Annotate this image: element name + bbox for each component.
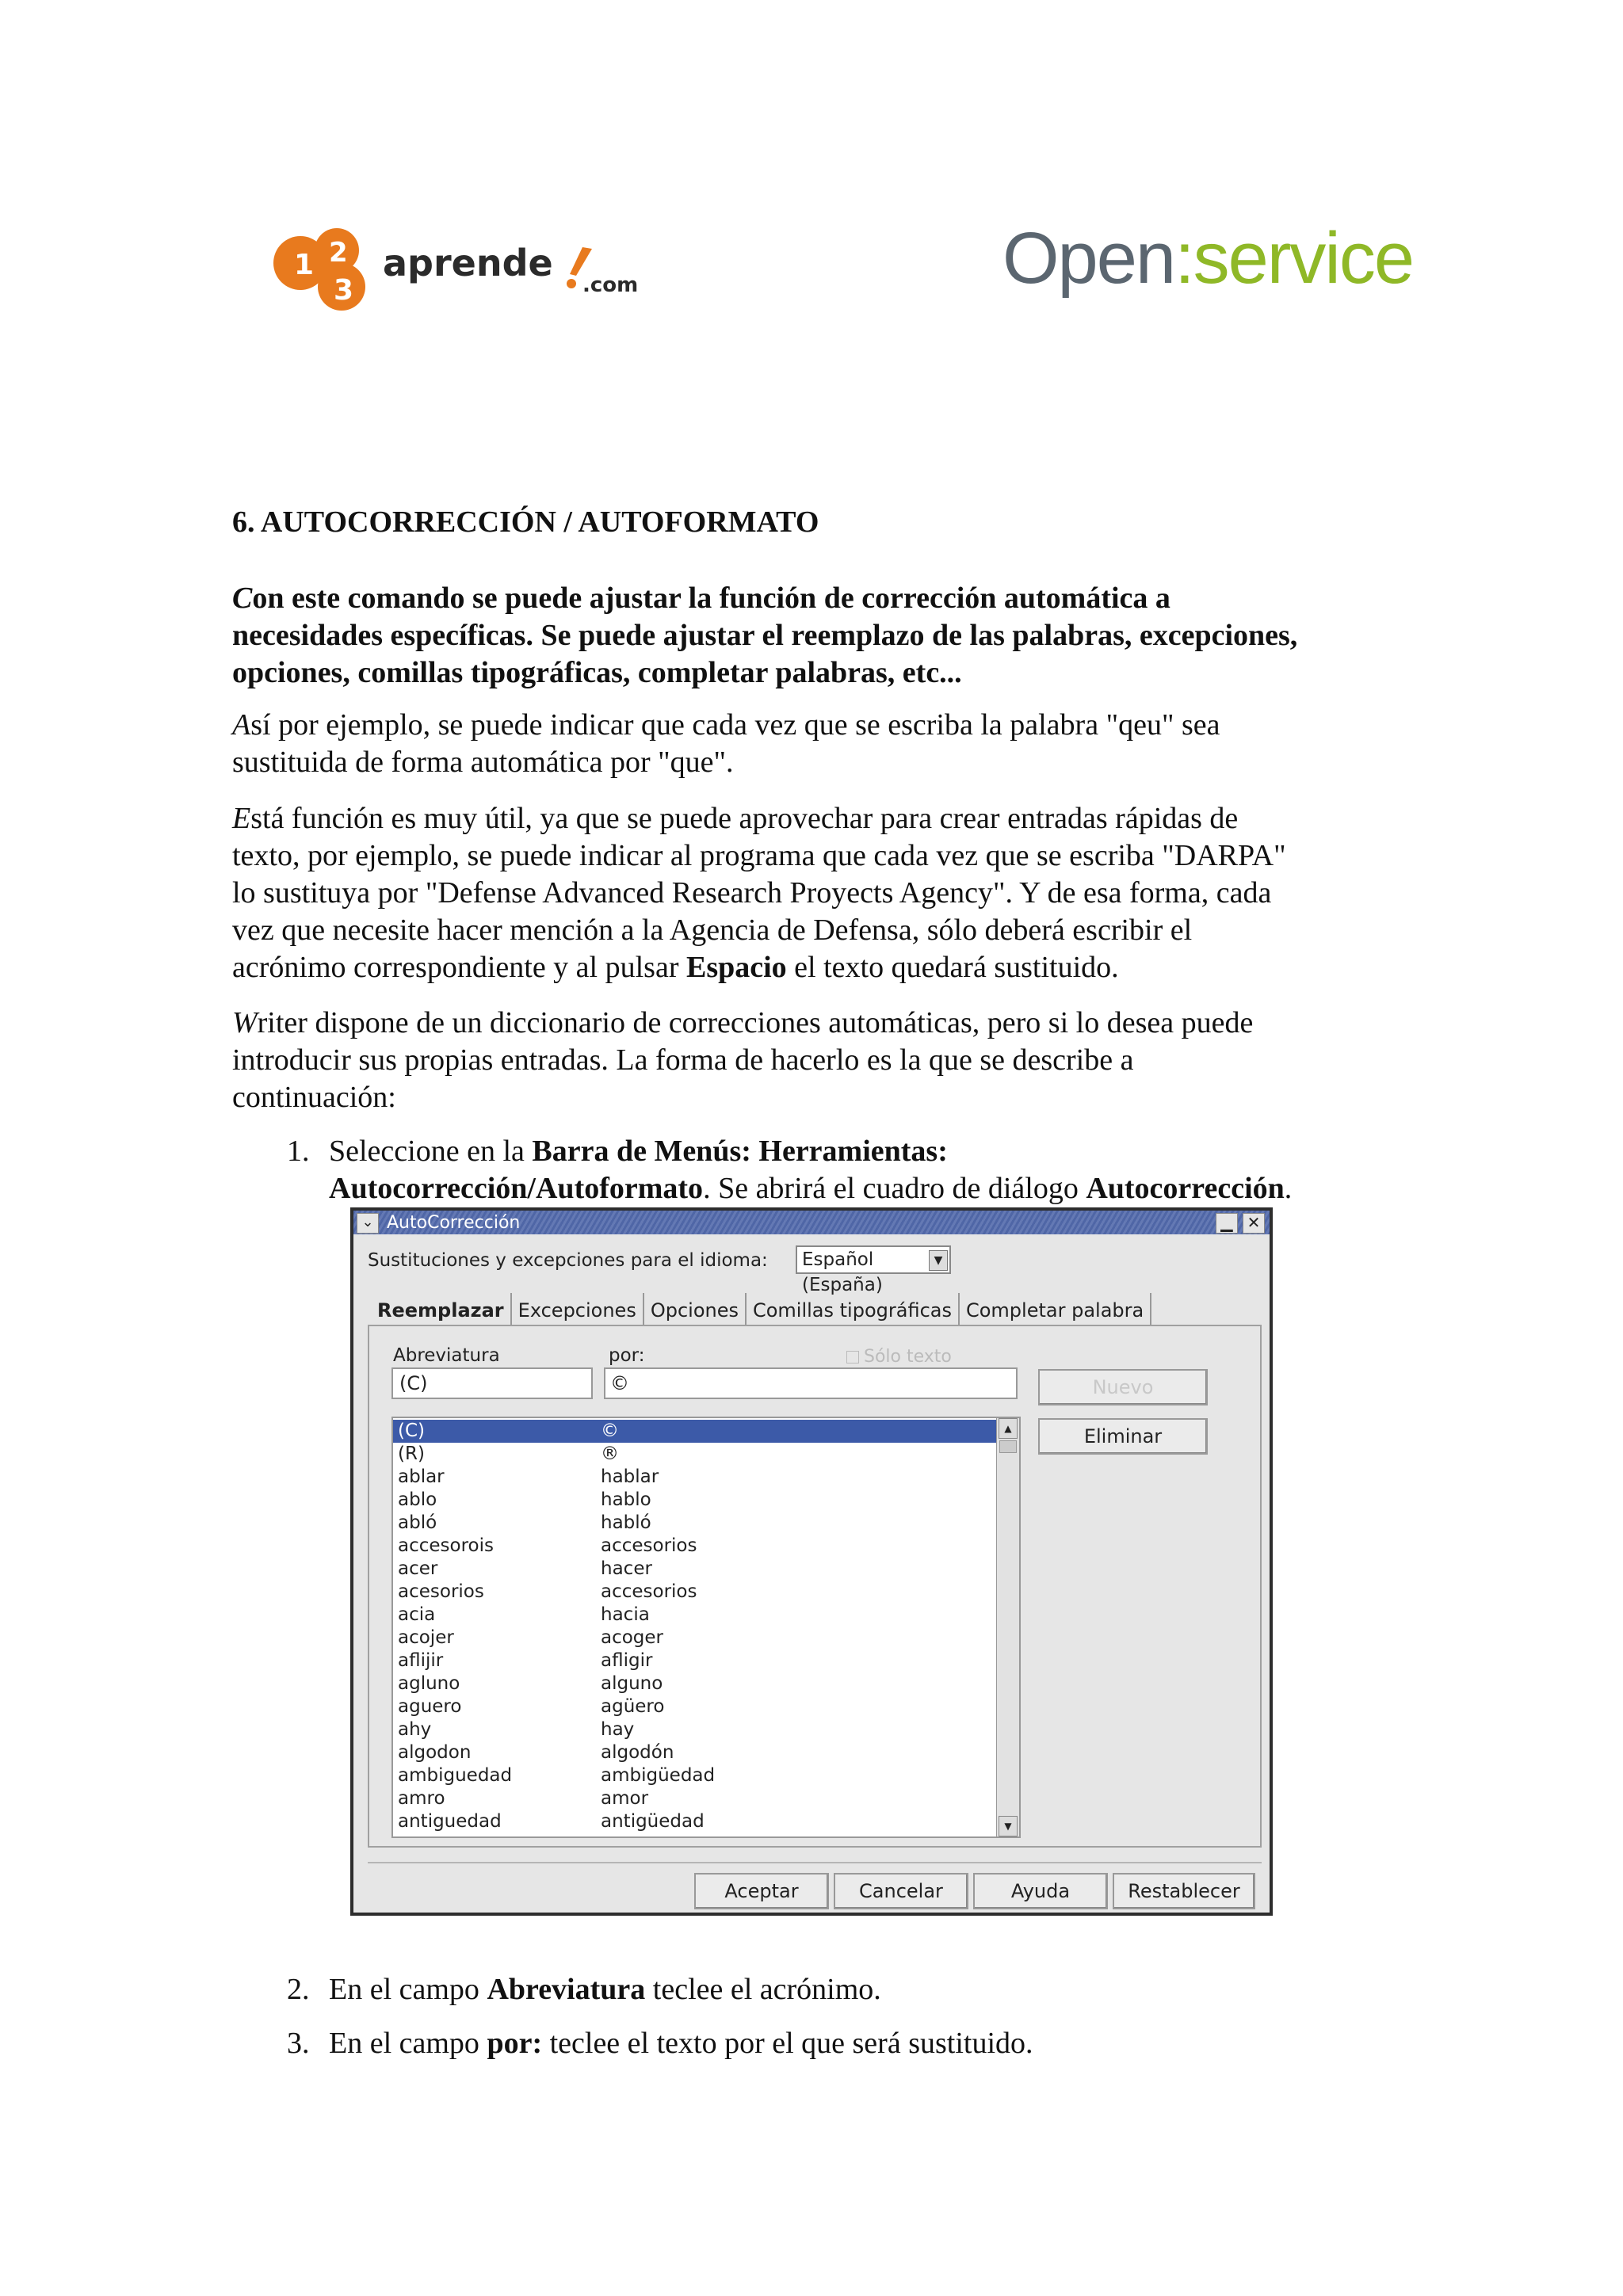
abbreviation-cell: accesorois	[398, 1535, 494, 1556]
abbreviation-cell: antiguedad	[398, 1811, 502, 1832]
openservice-logo-part1: Open	[1002, 218, 1175, 299]
replacement-cell: antigüedad	[601, 1811, 705, 1832]
menu-item: Autocorrección/Autoformato	[329, 1172, 704, 1205]
text-only-checkbox[interactable]	[846, 1347, 952, 1367]
replacement-cell: accesorios	[601, 1581, 697, 1602]
intro-paragraph	[232, 580, 1397, 692]
drop-letter: E	[232, 802, 251, 835]
step-text-part: En el campo	[329, 2027, 487, 2060]
intro-line	[232, 580, 1397, 617]
tab-comillas[interactable]: Comillas tipográficas	[747, 1293, 960, 1325]
field-name: por:	[487, 2027, 543, 2060]
list-item[interactable]	[393, 1810, 999, 1833]
reset-button[interactable]: Restablecer	[1113, 1873, 1255, 1909]
new-button[interactable]: Nuevo	[1038, 1369, 1208, 1405]
replacement-cell: hacer	[601, 1558, 652, 1579]
section-heading: 6. AUTOCORRECCIÓN / AUTOFORMATO	[232, 505, 819, 539]
paragraph-example-qeu	[232, 707, 1397, 781]
step-text-part: teclee el acrónimo.	[645, 1973, 881, 2006]
checkbox-box	[846, 1351, 859, 1363]
abbreviation-cell: (R)	[398, 1444, 425, 1464]
step-text-part: .	[1284, 1172, 1293, 1205]
abbreviation-cell: agluno	[398, 1673, 460, 1694]
replacement-cell: habló	[601, 1512, 651, 1533]
aprende-logo	[272, 227, 684, 314]
paragraph-line: continuación:	[232, 1081, 396, 1114]
replacement-cell: hablar	[601, 1466, 659, 1487]
abbreviation-label: Abreviatura	[393, 1345, 500, 1366]
aprende-digit-3: 3	[334, 274, 354, 307]
step-number: 1.	[287, 1135, 310, 1168]
abbreviation-cell: ambiguedad	[398, 1765, 513, 1786]
abbreviation-cell: acia	[398, 1604, 436, 1625]
abbreviation-cell: acer	[398, 1558, 438, 1579]
replacement-input[interactable]: ©	[604, 1367, 1018, 1399]
aprende-suffix: .com	[582, 273, 639, 297]
paragraph-line: vez que necesite hacer mención a la Agencia de Defensa, sólo deberá escribir el	[232, 913, 1193, 947]
footer-divider	[368, 1862, 1262, 1863]
list-item[interactable]	[393, 1512, 999, 1535]
abbreviation-cell: ablar	[398, 1466, 445, 1487]
step-text-part: . Se abrirá el cuadro de diálogo	[703, 1172, 1086, 1205]
menu-path: Barra de Menús: Herramientas:	[532, 1135, 948, 1168]
abbreviation-cell: (C)	[398, 1421, 426, 1441]
replacement-list[interactable]	[391, 1417, 1021, 1838]
list-item[interactable]	[393, 1627, 999, 1650]
step-text-part: teclee el texto por el que será sustituido.	[542, 2027, 1033, 2060]
replacement-cell: ®	[601, 1444, 619, 1464]
step-text-part: Seleccione en la	[329, 1135, 533, 1168]
paragraph-text: acrónimo correspondiente y al pulsar	[232, 951, 686, 984]
paragraph-text: sí por ejemplo, se puede indicar que cada vez que se escriba la palabra "qeu" sea	[250, 708, 1220, 742]
list-item[interactable]	[393, 1535, 999, 1558]
paragraph-text: el texto quedará sustituido.	[786, 951, 1119, 984]
replacement-cell: ambigüedad	[601, 1765, 716, 1786]
replacement-cell: amor	[601, 1788, 649, 1809]
language-label: Sustituciones y excepciones para el idioma:	[368, 1250, 768, 1271]
window-menu-icon[interactable]: ⌄	[357, 1213, 379, 1234]
replacement-cell: alguno	[601, 1673, 663, 1694]
tab-completar[interactable]: Completar palabra	[960, 1293, 1151, 1325]
dialog-title: AutoCorrección	[387, 1213, 521, 1233]
cancel-button[interactable]: Cancelar	[834, 1873, 968, 1909]
abbreviation-cell: abló	[398, 1512, 437, 1533]
step-text	[329, 1133, 1407, 1207]
abbreviation-cell: aflijir	[398, 1650, 444, 1671]
replacement-cell: accesorios	[601, 1535, 697, 1556]
delete-button[interactable]: Eliminar	[1038, 1418, 1208, 1455]
autocorrect-dialog	[350, 1207, 1273, 1916]
list-item[interactable]	[393, 1604, 999, 1627]
abbreviation-cell: acojer	[398, 1627, 454, 1648]
list-item[interactable]	[393, 1718, 999, 1741]
espacio-key: Espacio	[685, 951, 787, 984]
ok-button[interactable]: Aceptar	[694, 1873, 829, 1909]
openservice-logo-colon: :	[1174, 218, 1193, 299]
abbreviation-cell: algodon	[398, 1742, 472, 1763]
list-item[interactable]	[393, 1443, 999, 1466]
step-number: 2.	[287, 1973, 310, 2006]
abbreviation-cell: ablo	[398, 1489, 437, 1510]
paragraph-text: on este comando se puede ajustar la función de corrección automática a	[252, 582, 1170, 615]
tab-reemplazar[interactable]: Reemplazar	[371, 1293, 512, 1325]
aprende-logo-graphic	[272, 227, 684, 314]
paragraph-text: riter dispone de un diccionario de correcciones automáticas, pero si lo desea puede	[257, 1006, 1254, 1039]
openservice-logo	[1002, 218, 1414, 299]
paragraph-text: stá función es muy útil, ya que se puede aprovechar para crear entradas rápidas de	[250, 802, 1239, 835]
chevron-down-icon: ▼	[929, 1250, 948, 1271]
tab-excepciones[interactable]: Excepciones	[512, 1293, 644, 1325]
list-item[interactable]	[393, 1650, 999, 1672]
field-name: Abreviatura	[487, 1973, 646, 2006]
abbreviation-cell: aguero	[398, 1696, 462, 1717]
paragraph-darpa	[232, 800, 1397, 986]
replacement-cell: hay	[601, 1719, 635, 1740]
intro-line: opciones, comillas tipográficas, completar palabras, etc...	[232, 656, 962, 689]
list-item[interactable]	[393, 1741, 999, 1764]
drop-letter: A	[232, 708, 251, 742]
language-select-value: Español (España)	[802, 1249, 883, 1295]
text-only-label: Sólo texto	[864, 1347, 952, 1367]
step-text-part: En el campo	[329, 1973, 487, 2006]
aprende-digit-1: 1	[294, 249, 315, 281]
paragraph-line: sustituida de forma automática por "que".	[232, 746, 734, 779]
list-item[interactable]	[393, 1489, 999, 1512]
help-button[interactable]: Ayuda	[973, 1873, 1108, 1909]
paragraph-line	[232, 1005, 1397, 1042]
list-item[interactable]	[393, 1581, 999, 1604]
openservice-logo-part2: service	[1193, 218, 1414, 299]
intro-line: necesidades específicas. Se puede ajustar el reemplazo de las palabras, excepciones,	[232, 619, 1298, 652]
list-item[interactable]	[393, 1695, 999, 1718]
paragraph-writer	[232, 1005, 1397, 1116]
replacement-cell: hacia	[601, 1604, 650, 1625]
paragraph-line: introducir sus propias entradas. La forma de hacerlo es la que se describe a	[232, 1043, 1134, 1077]
abbreviation-input[interactable]: (C)	[391, 1367, 593, 1399]
step-number: 3.	[287, 2027, 310, 2060]
replacement-cell: algodón	[601, 1742, 674, 1763]
tab-opciones[interactable]: Opciones	[644, 1293, 747, 1325]
dialog-name: Autocorrección	[1086, 1172, 1285, 1205]
replacement-cell: afligir	[601, 1650, 653, 1671]
list-scrollbar[interactable]	[996, 1418, 1019, 1836]
list-item[interactable]	[393, 1672, 999, 1695]
list-item[interactable]	[393, 1420, 999, 1443]
scroll-down-icon[interactable]: ▼	[999, 1816, 1018, 1836]
paragraph-line: lo sustituya por "Defense Advanced Research Proyects Agency". Y de esa forma, cada	[232, 876, 1272, 910]
abbreviation-cell: ahy	[398, 1719, 432, 1740]
list-item[interactable]	[393, 1787, 999, 1810]
paragraph-line	[232, 800, 1397, 837]
abbreviation-cell: amro	[398, 1788, 445, 1809]
drop-letter: C	[232, 582, 253, 615]
aprende-digit-2: 2	[329, 237, 348, 269]
language-select[interactable]	[796, 1245, 951, 1295]
dialog-titlebar	[353, 1211, 1270, 1234]
list-item[interactable]	[393, 1466, 999, 1489]
scroll-up-icon[interactable]: ▲	[999, 1418, 1018, 1439]
scroll-thumb[interactable]	[999, 1440, 1017, 1453]
step-text	[329, 1971, 1407, 2008]
minimize-icon[interactable]: ▁	[1216, 1213, 1238, 1234]
paragraph-line	[232, 949, 1397, 986]
replacement-label: por:	[609, 1345, 645, 1366]
paragraph-line: texto, por ejemplo, se puede indicar al programa que cada vez que se escriba "DARPA"	[232, 839, 1286, 872]
list-item[interactable]	[393, 1764, 999, 1787]
replacement-cell: ©	[601, 1421, 619, 1441]
close-icon[interactable]: ✕	[1243, 1213, 1265, 1234]
step-text	[329, 2025, 1407, 2062]
aprende-wordmark: aprende	[383, 242, 553, 284]
replacement-cell: hablo	[601, 1489, 651, 1510]
drop-letter: W	[232, 1006, 258, 1039]
paragraph-line	[232, 707, 1397, 744]
replacement-cell: acoger	[601, 1627, 664, 1648]
dialog-tabs	[371, 1293, 1151, 1325]
abbreviation-cell: acesorios	[398, 1581, 484, 1602]
replacement-cell: agüero	[601, 1696, 665, 1717]
list-item[interactable]	[393, 1558, 999, 1581]
